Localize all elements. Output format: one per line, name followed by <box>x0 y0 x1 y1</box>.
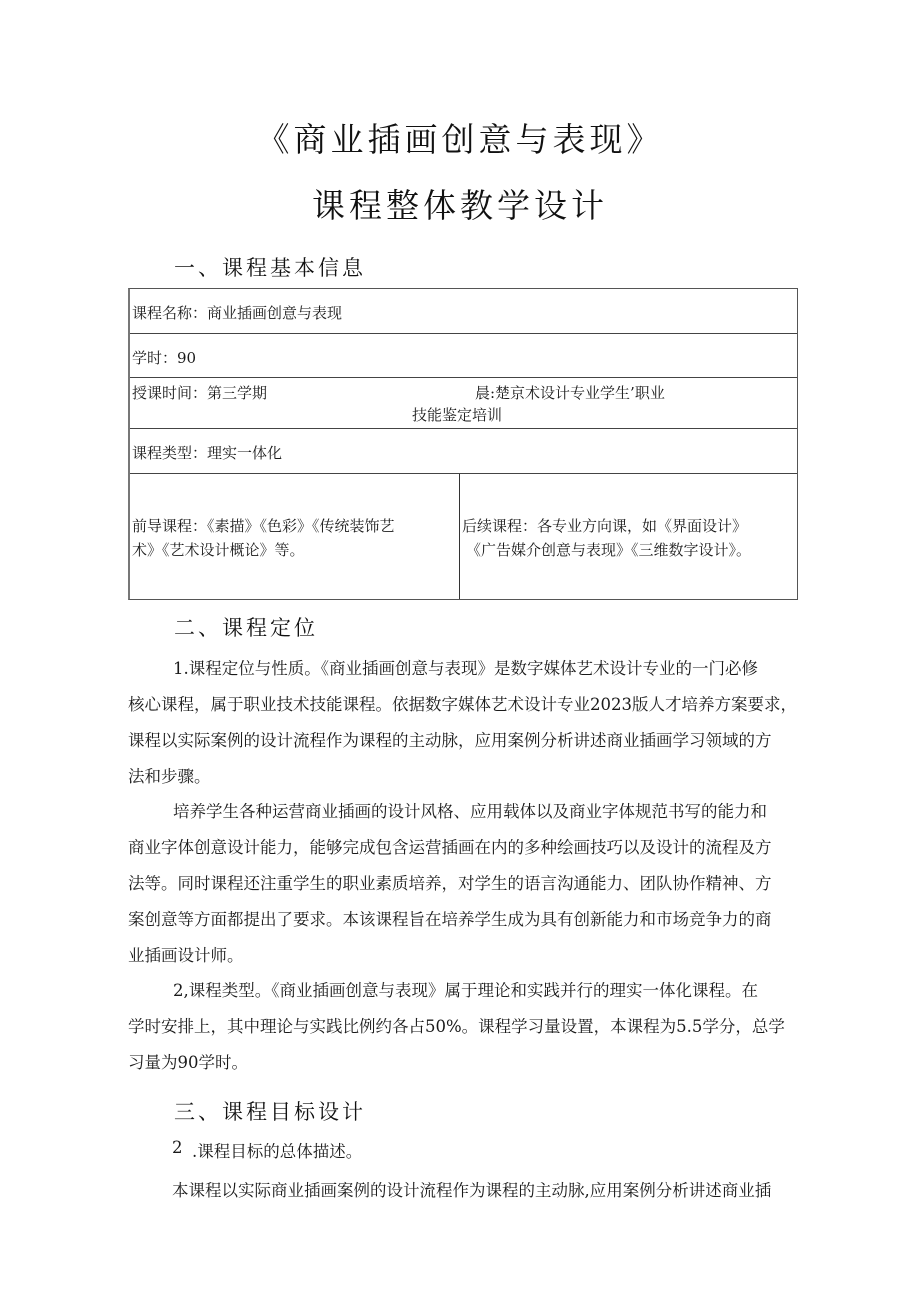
text-line: 法和步骤。 <box>128 767 211 786</box>
text-line: 学时安排上，其中理论与实践比例约各占50%。课程学习量设置，本课程为5.5学分，总学 <box>128 1017 785 1036</box>
section-heading-basic-info: 一、课程基本信息 <box>174 256 366 280</box>
followup-cell <box>460 474 797 599</box>
table-row-teaching-time <box>130 378 797 429</box>
followup-line1: 后续课程：各专业方向课，如《界面设计》 <box>462 517 748 535</box>
course-info-table <box>128 288 798 600</box>
paragraph-training-goals <box>128 794 798 974</box>
text-line: 1.课程定位与性质。《商业插画创意与表现》是数字媒体艺术设计专业的一门必修 <box>173 659 758 678</box>
audience-cell-line1: 晨:楚京术设计专业学生’职业 <box>475 384 665 402</box>
table-row-course-name <box>130 289 797 334</box>
course-type-cell: 课程类型：理实一体化 <box>132 444 283 462</box>
prerequisite-cell <box>130 474 460 599</box>
teaching-time-cell: 授课时间：第三学期 <box>132 384 268 402</box>
text-line: 案创意等方面都提出了要求。本该课程旨在培养学生成为具有创新能力和市场竞争力的商 <box>128 910 772 929</box>
text-line: 商业字体创意设计能力，能够完成包含运营插画在内的多种绘画技巧以及设计的流程及方 <box>128 838 772 857</box>
text-line: 核心课程，属于职业技术技能课程。依据数字媒体艺术设计专业2023版人才培养方案要求， <box>128 695 797 714</box>
text-line: 业插画设计师。 <box>128 946 244 965</box>
paragraph-course-type <box>128 973 798 1081</box>
document-subtitle: 课程整体教学设计 <box>312 186 608 225</box>
prerequisite-line2: 术》《艺术设计概论》等。 <box>132 541 305 559</box>
table-row-courses <box>130 474 797 599</box>
paragraph-positioning-nature <box>128 651 798 795</box>
text-line: 课程以实际案例的设计流程作为课程的主动脉，应用案例分析讲述商业插画学习领域的方 <box>128 731 772 750</box>
section-heading-objectives: 三、课程目标设计 <box>174 1100 366 1124</box>
text-line: 习量为90学时。 <box>128 1053 248 1072</box>
objective-item-text: .课程目标的总体描述。 <box>192 1142 363 1161</box>
hours-cell: 学时：90 <box>132 349 197 367</box>
prerequisite-line1: 前导课程：《素描》《色彩》《传统装饰艺 <box>132 517 395 535</box>
text-line: 法等。同时课程还注重学生的职业素质培养，对学生的语言沟通能力、团队协作精神、方 <box>128 874 772 893</box>
text-line: 2,课程类型。《商业插画创意与表现》属于理论和实践并行的理实一体化课程。在 <box>173 981 758 1000</box>
objective-paragraph-line: 本课程以实际商业插画案例的设计流程作为课程的主动脉,应用案例分析讲述商业插 <box>172 1181 772 1200</box>
table-row-hours <box>130 334 797 378</box>
followup-line2: 《广告媒介创意与表现》《三维数字设计》。 <box>466 541 752 559</box>
document-title: 《商业插画创意与表现》 <box>256 120 664 159</box>
table-row-course-type <box>130 429 797 474</box>
audience-cell-line2: 技能鉴定培训 <box>412 406 503 424</box>
objective-item-number: 2 <box>172 1138 183 1157</box>
course-name-cell: 课程名称：商业插画创意与表现 <box>132 304 343 322</box>
text-line: 培养学生各种运营商业插画的设计风格、应用载体以及商业字体规范书写的能力和 <box>173 802 767 821</box>
section-heading-positioning: 二、课程定位 <box>174 616 318 640</box>
